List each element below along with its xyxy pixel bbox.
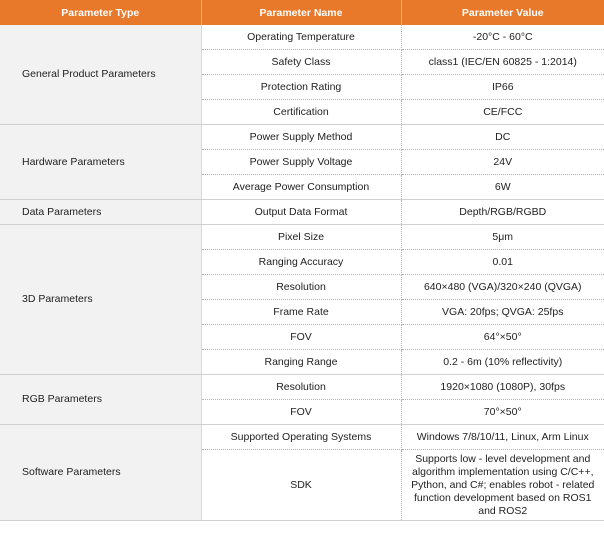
- param-name: FOV: [201, 325, 401, 350]
- table-row: [0, 25, 604, 50]
- param-value: Windows 7/8/10/11, Linux, Arm Linux: [401, 425, 604, 450]
- header-row: [0, 0, 604, 25]
- param-value: 5μm: [401, 225, 604, 250]
- param-value: VGA: 20fps; QVGA: 25fps: [401, 300, 604, 325]
- param-value: DC: [401, 125, 604, 150]
- param-name: Output Data Format: [201, 200, 401, 225]
- table-body: [0, 25, 604, 521]
- table-row: [0, 200, 604, 225]
- param-name: Certification: [201, 100, 401, 125]
- param-value: 6W: [401, 175, 604, 200]
- group-general-product: General Product Parameters: [0, 25, 201, 125]
- table-row: [0, 425, 604, 450]
- param-name: Frame Rate: [201, 300, 401, 325]
- param-value: 0.2 - 6m (10% reflectivity): [401, 350, 604, 375]
- group-rgb: RGB Parameters: [0, 375, 201, 425]
- group-data: Data Parameters: [0, 200, 201, 225]
- param-name: Protection Rating: [201, 75, 401, 100]
- header-parameter-name: Parameter Name: [201, 0, 401, 25]
- param-name: Resolution: [201, 375, 401, 400]
- param-name: Ranging Range: [201, 350, 401, 375]
- param-value: 1920×1080 (1080P), 30fps: [401, 375, 604, 400]
- param-value: class1 (IEC/EN 60825 - 1:2014): [401, 50, 604, 75]
- param-value: 640×480 (VGA)/320×240 (QVGA): [401, 275, 604, 300]
- param-value: 70°×50°: [401, 400, 604, 425]
- param-value: 64°×50°: [401, 325, 604, 350]
- param-value: CE/FCC: [401, 100, 604, 125]
- param-value: Depth/RGB/RGBD: [401, 200, 604, 225]
- param-name: Ranging Accuracy: [201, 250, 401, 275]
- param-name: Resolution: [201, 275, 401, 300]
- param-value: Supports low - level development and algorithm implementation using C/C++, Python, and C#; enables robot - related function development based on ROS1 and ROS2: [401, 450, 604, 521]
- table-row: [0, 375, 604, 400]
- param-name: Power Supply Method: [201, 125, 401, 150]
- param-value: 0.01: [401, 250, 604, 275]
- param-name: Supported Operating Systems: [201, 425, 401, 450]
- table-row: [0, 125, 604, 150]
- param-name: Average Power Consumption: [201, 175, 401, 200]
- header-parameter-value: Parameter Value: [401, 0, 604, 25]
- param-value: -20°C - 60°C: [401, 25, 604, 50]
- param-name: Operating Temperature: [201, 25, 401, 50]
- header-parameter-type: Parameter Type: [0, 0, 201, 25]
- param-value: 24V: [401, 150, 604, 175]
- param-name: Power Supply Voltage: [201, 150, 401, 175]
- table-header: [0, 0, 604, 25]
- param-name: Safety Class: [201, 50, 401, 75]
- param-value: IP66: [401, 75, 604, 100]
- group-3d: 3D Parameters: [0, 225, 201, 375]
- table-row: [0, 225, 604, 250]
- group-software: Software Parameters: [0, 425, 201, 521]
- param-name: Pixel Size: [201, 225, 401, 250]
- param-name: SDK: [201, 450, 401, 521]
- group-hardware: Hardware Parameters: [0, 125, 201, 200]
- param-name: FOV: [201, 400, 401, 425]
